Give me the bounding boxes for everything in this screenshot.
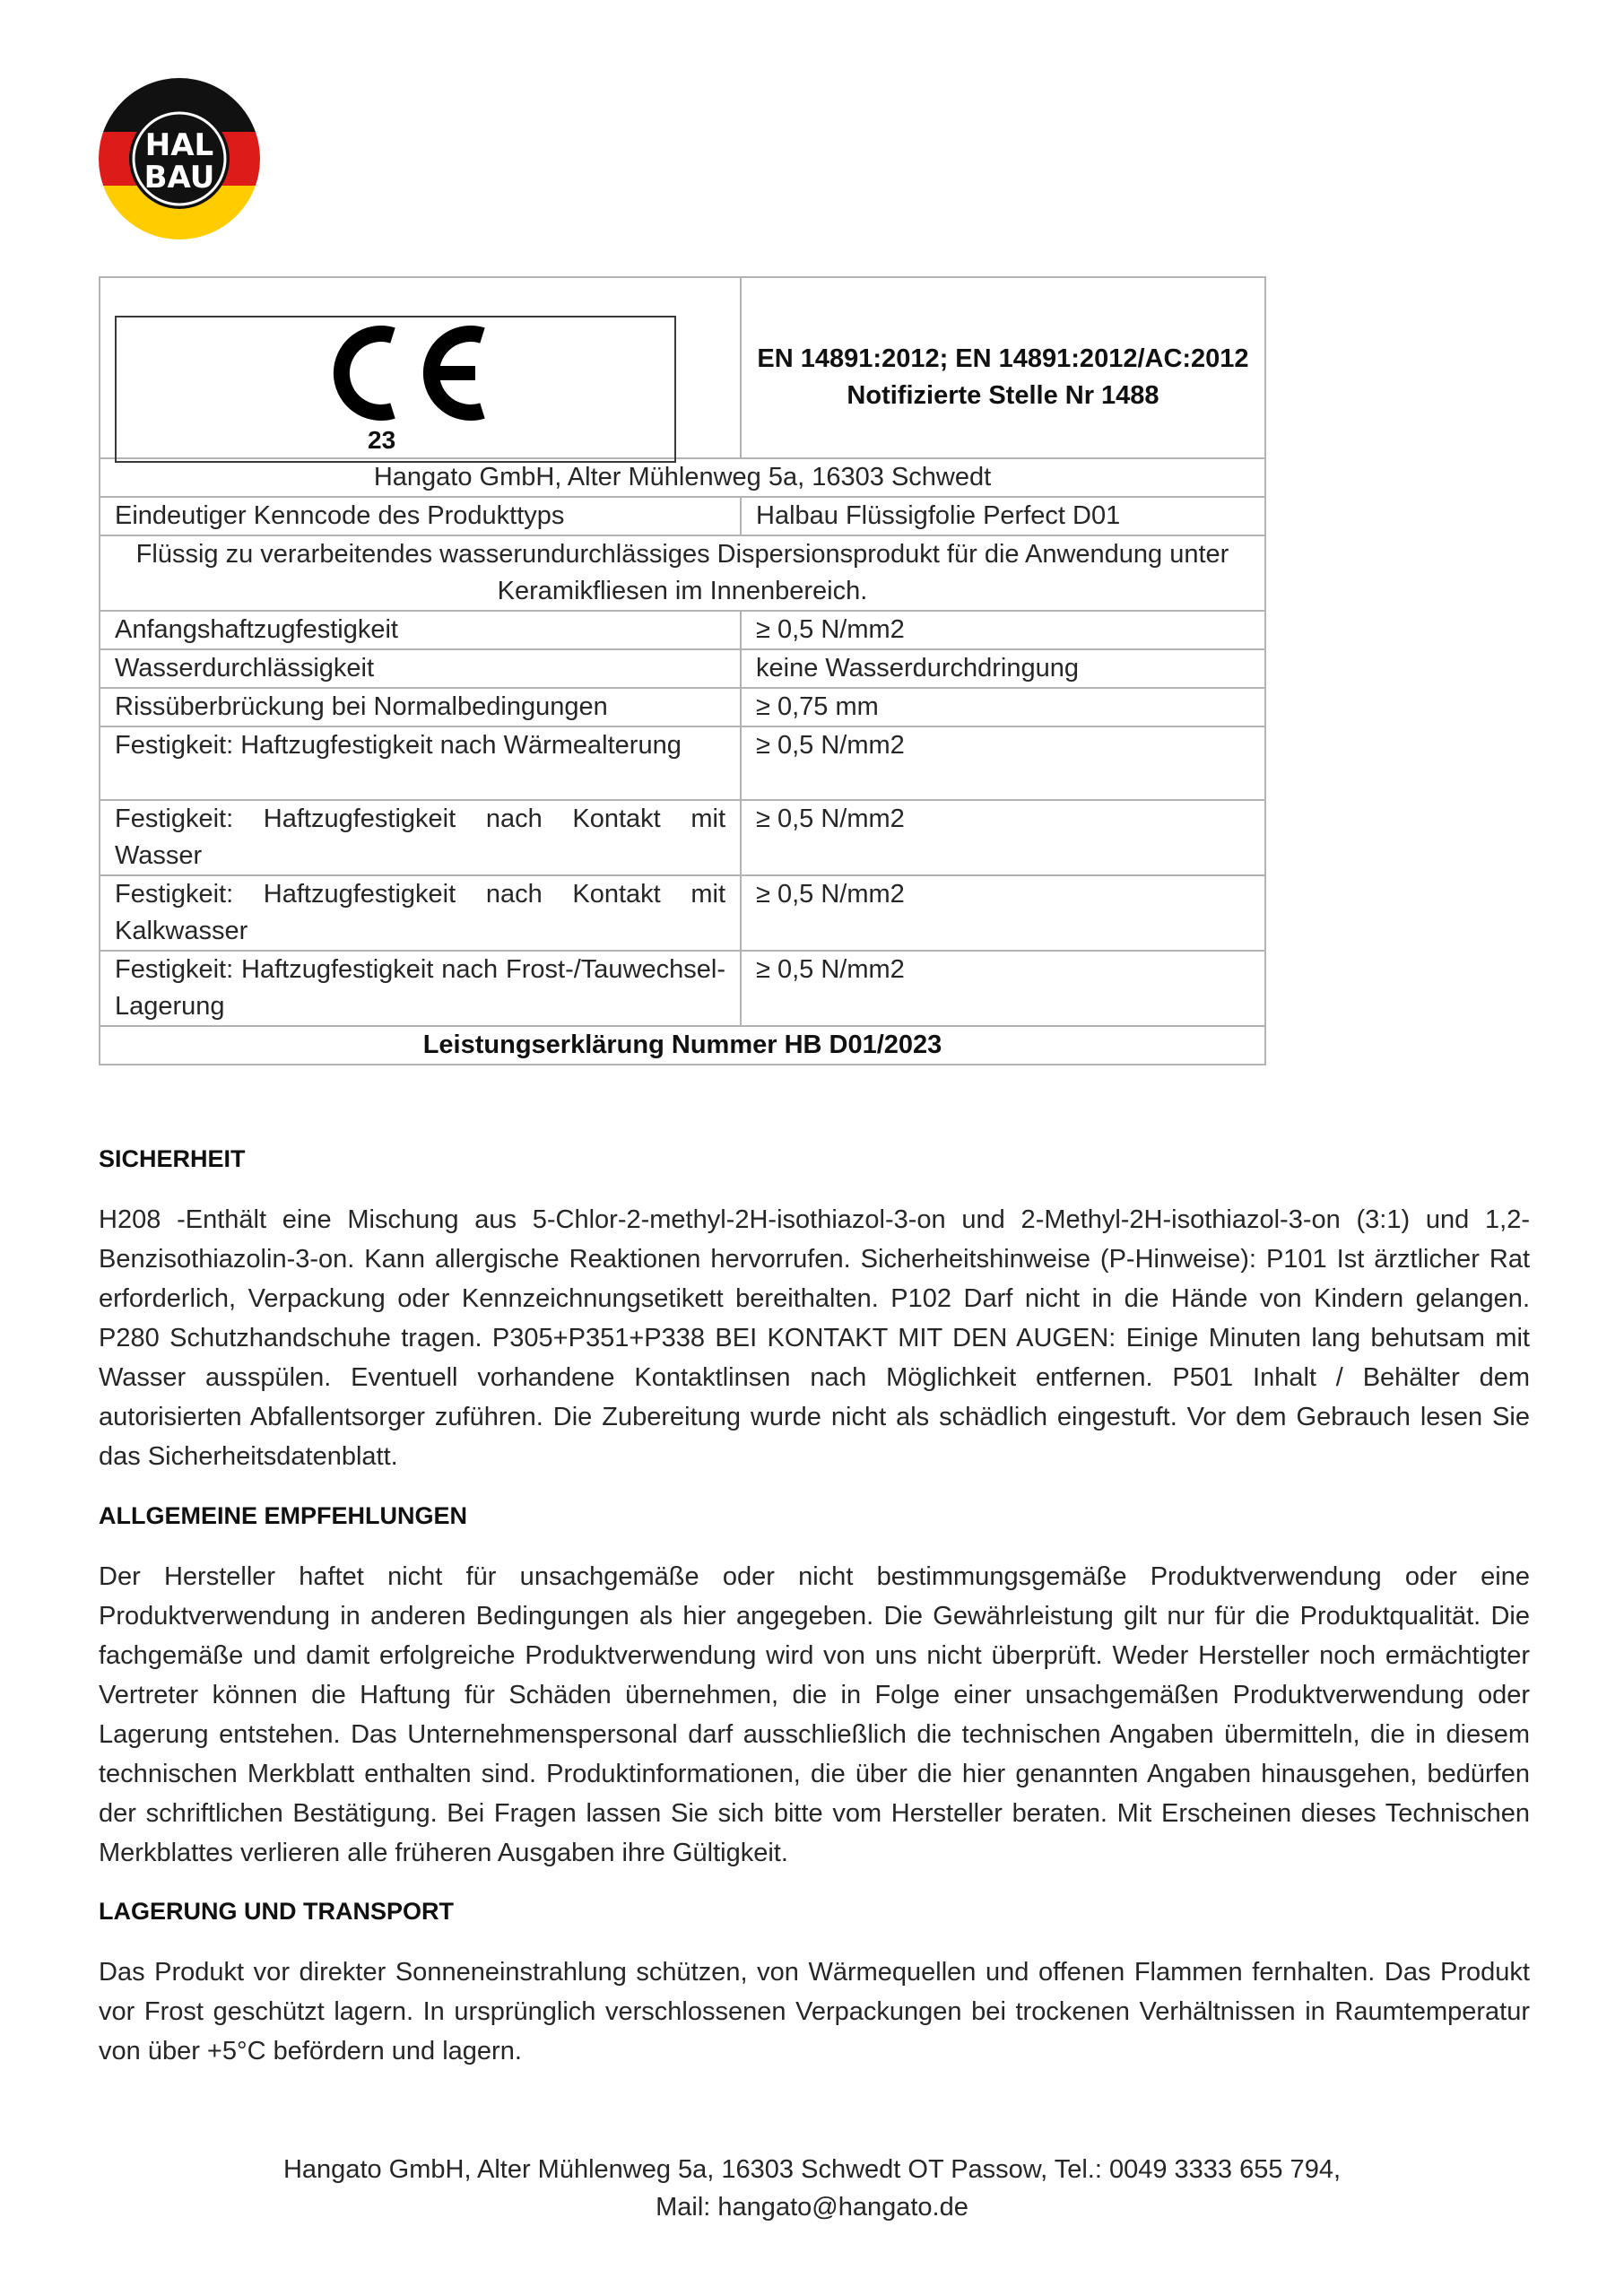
property-label: Festigkeit: Haftzugfestigkeit nach Kontakt mit Kalkwasser: [100, 875, 741, 951]
property-label: Festigkeit: Haftzugfestigkeit nach Frost-/Tauwechsel-Lagerung: [100, 951, 741, 1026]
description-cell: Flüssig zu verarbeitendes wasserundurchlässiges Dispersionsprodukt für die Anwendung unter Keramikfliesen im Innenbereich.: [100, 535, 1265, 611]
property-row: [100, 875, 1265, 951]
property-row: [100, 688, 1265, 726]
declaration-row: [100, 1026, 1265, 1065]
property-value: keine Wasserdurchdringung: [741, 649, 1265, 688]
product-type-row: [100, 497, 1265, 535]
property-row: [100, 951, 1265, 1026]
logo-line1: HAL: [144, 127, 214, 163]
ce-mark-cell: [100, 277, 741, 458]
property-value: ≥ 0,75 mm: [741, 688, 1265, 726]
property-label: Wasserdurchlässigkeit: [100, 649, 741, 688]
halbau-logo: [97, 76, 262, 241]
declaration-cell: Leistungserklärung Nummer HB D01/2023: [100, 1026, 1265, 1065]
storage-transport-body: Das Produkt vor direkter Sonneneinstrahlung schützen, von Wärmequellen und offenen Flammen fernhalten. Das Produkt vor Frost geschützt lagern. In ursprünglich verschlossenen Verpackungen bei trockenen Verhältnissen in Raumtemperatur von über +5°C befördern und lagern.: [99, 1958, 1530, 2066]
ce-header-row: [100, 277, 1265, 458]
property-label: Rissüberbrückung bei Normalbedingungen: [100, 688, 741, 726]
manufacturer-cell: Hangato GmbH, Alter Mühlenweg 5a, 16303 Schwedt: [100, 458, 1265, 497]
property-row: [100, 649, 1265, 688]
page-footer: [0, 2151, 1624, 2226]
property-row: [100, 726, 1265, 800]
footer-address: Hangato GmbH, Alter Mühlenweg 5a, 16303 Schwedt OT Passow, Tel.: 0049 3333 655 794,: [282, 2155, 1342, 2184]
ce-mark-icon: [321, 323, 500, 423]
general-recommendations-heading: ALLGEMEINE EMPFEHLUNGEN: [99, 1502, 468, 1529]
ce-mark-box: [115, 316, 676, 463]
product-type-value: Halbau Flüssigfolie Perfect D01: [741, 497, 1265, 535]
logo-line2: BAU: [143, 160, 215, 196]
property-value: ≥ 0,5 N/mm2: [741, 951, 1265, 1026]
property-value: ≥ 0,5 N/mm2: [741, 800, 1265, 875]
standard-cell: EN 14891:2012; EN 14891:2012/AC:2012 Notifizierte Stelle Nr 1488: [741, 277, 1265, 458]
property-value: ≥ 0,5 N/mm2: [741, 726, 1265, 800]
manufacturer-row: [100, 458, 1265, 497]
property-value: ≥ 0,5 N/mm2: [741, 875, 1265, 951]
property-row: [100, 611, 1265, 649]
property-row: [100, 800, 1265, 875]
ce-certificate-table: [99, 276, 1266, 1065]
notified-body-number: 23: [368, 426, 396, 454]
storage-transport-heading: LAGERUNG UND TRANSPORT: [99, 1898, 454, 1925]
general-recommendations-body: Der Hersteller haftet nicht für unsachgemäße oder nicht bestimmungsgemäße Produktverwendung oder eine Produktverwendung in anderen Bedingungen als hier angegeben. Die Gewährleistung gilt nur für die Produktqualität. Die fachgemäße und damit erfolgreiche Produktverwendung wird von uns nicht überprüft. Weder Hersteller noch ermächtigter Vertreter können die Haftung für Schäden übernehmen, die in Folge einer unsachgemäßen Produktverwendung oder Lagerung entstehen. Das Unternehmenspersonal darf ausschließlich die technischen Angaben übermitteln, die in diesem technischen Merkblatt enthalten sind. Produktinformationen, die über die hier genannten Angaben hinausgehen, bedürfen der schriftlichen Bestätigung. Bei Fragen lassen Sie sich bitte vom Hersteller beraten. Mit Erscheinen dieses Technischen Merkblattes verlieren alle früheren Ausgaben ihre Gültigkeit.: [99, 1562, 1530, 1867]
safety-section: [99, 1139, 1530, 1476]
property-value: ≥ 0,5 N/mm2: [741, 611, 1265, 649]
property-label: Festigkeit: Haftzugfestigkeit nach Kontakt mit Wasser: [100, 800, 741, 875]
product-type-label: Eindeutiger Kenncode des Produkttyps: [100, 497, 741, 535]
property-label: Festigkeit: Haftzugfestigkeit nach Wärmealterung: [100, 726, 741, 800]
property-label: Anfangshaftzugfestigkeit: [100, 611, 741, 649]
description-row: [100, 535, 1265, 611]
safety-body: H208 -Enthält eine Mischung aus 5-Chlor-2-methyl-2H-isothiazol-3-on und 2-Methyl-2H-isothiazol-3-on (3:1) und 1,2-Benzisothiazolin-3-on. Kann allergische Reaktionen hervorrufen. Sicherheitshinweise (P-Hinweise): P101 Ist ärztlicher Rat erforderlich, Verpackung oder Kennzeichnungsetikett bereithalten. P102 Darf nicht in die Hände von Kindern gelangen. P280 Schutzhandschuhe tragen. P305+P351+P338 BEI KONTAKT MIT DEN AUGEN: Einige Minuten lang behutsam mit Wasser ausspülen. Eventuell vorhandene Kontaktlinsen nach Möglichkeit entfernen. P501 Inhalt / Behälter dem autorisierten Abfallentsorger zuführen. Die Zubereitung wurde nicht als schädlich eingestuft. Vor dem Gebrauch lesen Sie das Sicherheitsdatenblatt.: [99, 1205, 1530, 1471]
safety-heading: SICHERHEIT: [99, 1145, 246, 1172]
storage-transport-section: [99, 1892, 1530, 2071]
general-recommendations-section: [99, 1496, 1530, 1873]
footer-mail: Mail: hangato@hangato.de: [656, 2193, 968, 2222]
